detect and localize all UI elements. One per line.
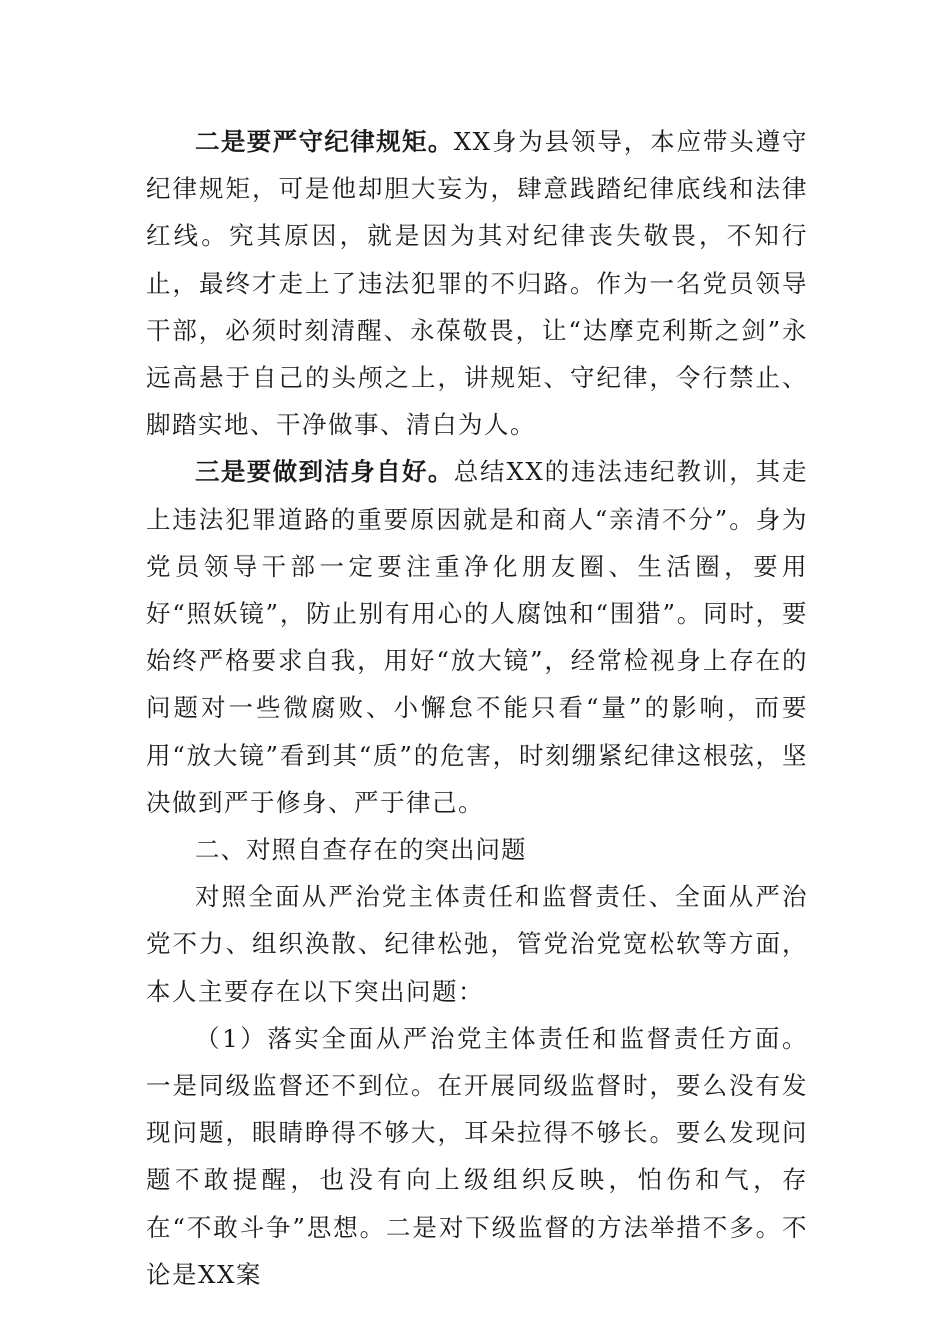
section-heading: 二、对照自查存在的突出问题 xyxy=(195,835,527,865)
paragraph-text: XX身为县领导，本应带头遵守纪律规矩，可是他却胆大妄为，肆意践踏纪律底线和法律红线。究其原因，就是因为其对纪律丧失敬畏，不知行止，最终才走上了违法犯罪的不归路。作为一名党员领导干部，必须时刻清醒、永葆敬畏，让“达摩克利斯之剑”永远高悬于自己的头颅之上，讲规矩、守纪律，令行禁止、脚踏实地、干净做事、清白为人。 xyxy=(146,127,808,440)
paragraph-intro: 对照全面从严治党主体责任和监督责任、全面从严治党不力、组织涣散、纪律松弛，管党治党宽松软等方面，本人主要存在以下突出问题： xyxy=(146,882,808,1006)
document-body xyxy=(146,118,808,1298)
paragraph-text: 总结XX的违法违纪教训，其走上违法犯罪道路的重要原因就是和商人“亲清不分”。身为党员领导干部一定要注重净化朋友圈、生活圈，要用好“照妖镜”，防止别有用心的人腐蚀和“围猎”。同时，要始终严格要求自我，用好“放大镜”，经常检视身上存在的问题对一些微腐败、小懈怠不能只看“量”的影响，而要用“放大镜”看到其“质”的危害，时刻绷紧纪律这根弦，坚决做到严于修身、严于律己。 xyxy=(146,457,808,817)
paragraph-discipline xyxy=(146,118,808,448)
paragraph-integrity xyxy=(146,448,808,826)
paragraph-lead: 三是要做到洁身自好。 xyxy=(195,457,454,487)
paragraph-item-1: （1）落实全面从严治党主体责任和监督责任方面。一是同级监督还不到位。在开展同级监督时，要么没有发现问题，眼睛睁得不够大，耳朵拉得不够长。要么发现问题不敢提醒，也没有向上级组织反映，怕伤和气，存在“不敢斗争”思想。二是对下级监督的方法举措不多。不论是XX案 xyxy=(146,1023,808,1289)
paragraph-lead: 二是要严守纪律规矩。 xyxy=(195,127,454,156)
